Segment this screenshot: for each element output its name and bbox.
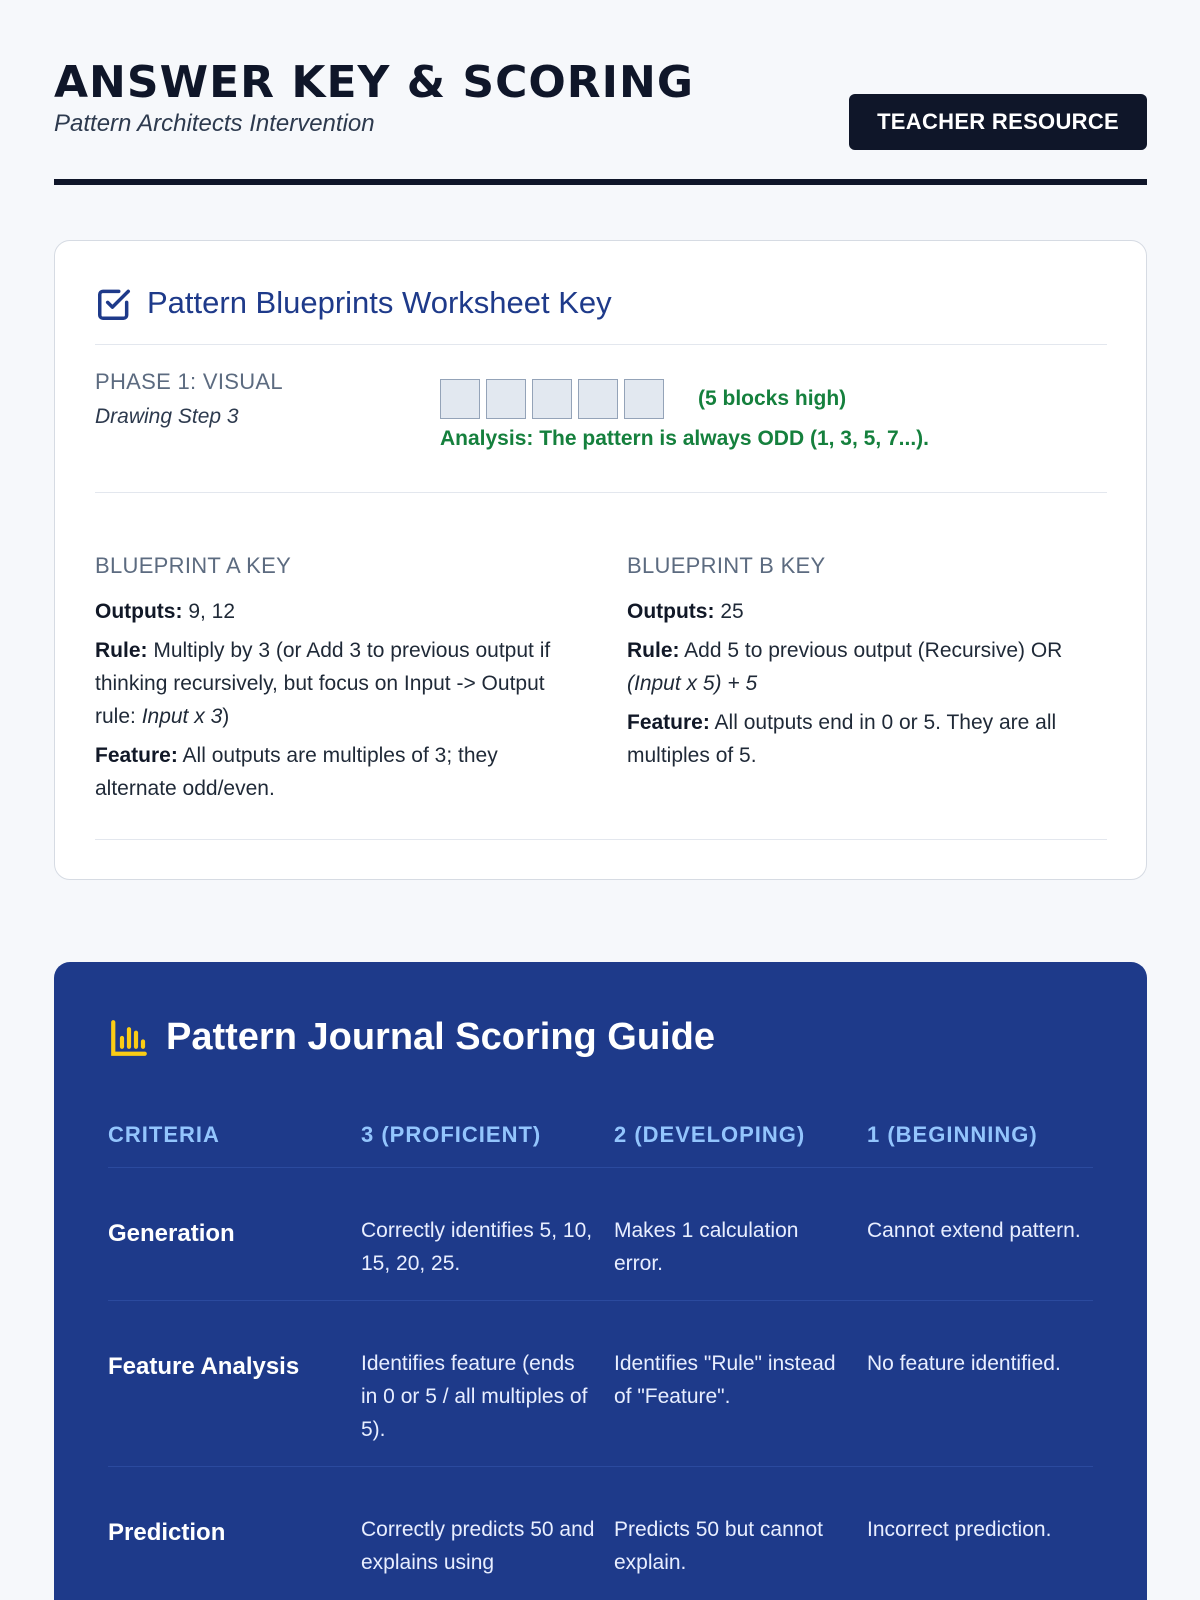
card-divider (95, 839, 1107, 840)
phase-section (95, 369, 1107, 493)
worksheet-key-card (54, 240, 1147, 880)
table-row (108, 1168, 1093, 1301)
developing-cell: Identifies "Rule" instead of "Feature". (614, 1352, 836, 1408)
block (532, 379, 572, 419)
block (578, 379, 618, 419)
checkbox-icon (95, 285, 133, 323)
blueprint-a-label: BLUEPRINT A KEY (95, 553, 292, 578)
bar-chart-icon (108, 1017, 150, 1059)
outputs-label: Outputs: (627, 600, 715, 623)
beginning-cell: Cannot extend pattern. (867, 1219, 1081, 1242)
rule-text: Multiply by 3 (or Add 3 to previous output if thinking recursively, but focus on Input -> Output rule: (95, 639, 551, 728)
title-group (54, 50, 694, 138)
blueprint-b-label: BLUEPRINT B KEY (627, 553, 826, 578)
proficient-cell: Correctly predicts 50 and explains using (361, 1518, 595, 1574)
rule-text: Add 5 to previous output (Recursive) OR (679, 639, 1063, 662)
blocks-note: (5 blocks high) (698, 387, 847, 410)
developing-cell: Makes 1 calculation error. (614, 1219, 799, 1275)
blueprint-a-key (95, 553, 555, 811)
outputs-label: Outputs: (95, 600, 183, 623)
scoring-guide-header (108, 1016, 715, 1059)
column-header: 3 (PROFICIENT) (361, 1121, 542, 1147)
criteria-cell: Generation (108, 1220, 235, 1247)
page-title: ANSWER KEY & SCORING (54, 57, 694, 108)
rubric-table (108, 1102, 1093, 1599)
phase-sublabel: Drawing Step 3 (95, 405, 239, 428)
rule-end: ) (222, 705, 230, 728)
worksheet-key-header (95, 281, 1107, 345)
worksheet-key-title: Pattern Blueprints Worksheet Key (147, 285, 612, 320)
outputs-value: 9, 12 (182, 600, 236, 623)
phase-analysis: Analysis: The pattern is always ODD (1, 3, 5, 7...). (440, 427, 929, 450)
rule-formula: (Input x 5) + 5 (627, 672, 758, 695)
proficient-cell: Identifies feature (ends in 0 or 5 / all multiples of 5). (361, 1352, 588, 1441)
blueprint-b-feature (627, 706, 1087, 772)
blueprint-a-rule (95, 634, 555, 733)
developing-cell: Predicts 50 but cannot explain. (614, 1518, 823, 1574)
column-header: CRITERIA (108, 1121, 220, 1147)
feature-label: Feature: (627, 711, 710, 734)
outputs-value: 25 (714, 600, 744, 623)
column-header: 2 (DEVELOPING) (614, 1121, 806, 1147)
criteria-cell: Prediction (108, 1519, 226, 1546)
page-subtitle: Pattern Architects Intervention (54, 110, 375, 137)
blueprint-a-feature (95, 739, 555, 805)
feature-label: Feature: (95, 744, 178, 767)
header-divider (54, 179, 1147, 185)
feature-text: All outputs end in 0 or 5. They are all multiples of 5. (627, 711, 1057, 767)
rule-label: Rule: (95, 639, 148, 662)
criteria-cell: Feature Analysis (108, 1353, 300, 1380)
beginning-cell: No feature identified. (867, 1352, 1061, 1375)
blueprint-b-outputs (627, 595, 1087, 628)
block (486, 379, 526, 419)
proficient-cell: Correctly identifies 5, 10, 15, 20, 25. (361, 1219, 593, 1275)
block-tower (440, 379, 846, 419)
block (440, 379, 480, 419)
block (624, 379, 664, 419)
blueprint-b-key (627, 553, 1087, 778)
blueprint-a-outputs (95, 595, 555, 628)
scoring-guide-title: Pattern Journal Scoring Guide (166, 1016, 715, 1058)
teacher-resource-badge: TEACHER RESOURCE (849, 94, 1147, 150)
blueprint-b-rule (627, 634, 1087, 700)
column-header: 1 (BEGINNING) (867, 1121, 1038, 1147)
beginning-cell: Incorrect prediction. (867, 1518, 1052, 1541)
table-row (108, 1467, 1093, 1599)
rule-label: Rule: (627, 639, 680, 662)
rule-formula: Input x 3 (141, 705, 223, 728)
page-header (54, 50, 1147, 150)
table-row (108, 1301, 1093, 1467)
phase-label: PHASE 1: VISUAL (95, 369, 283, 394)
rubric-header-row (108, 1102, 1093, 1168)
scoring-guide-panel (54, 962, 1147, 1600)
feature-text: All outputs are multiples of 3; they alternate odd/even. (95, 744, 498, 800)
